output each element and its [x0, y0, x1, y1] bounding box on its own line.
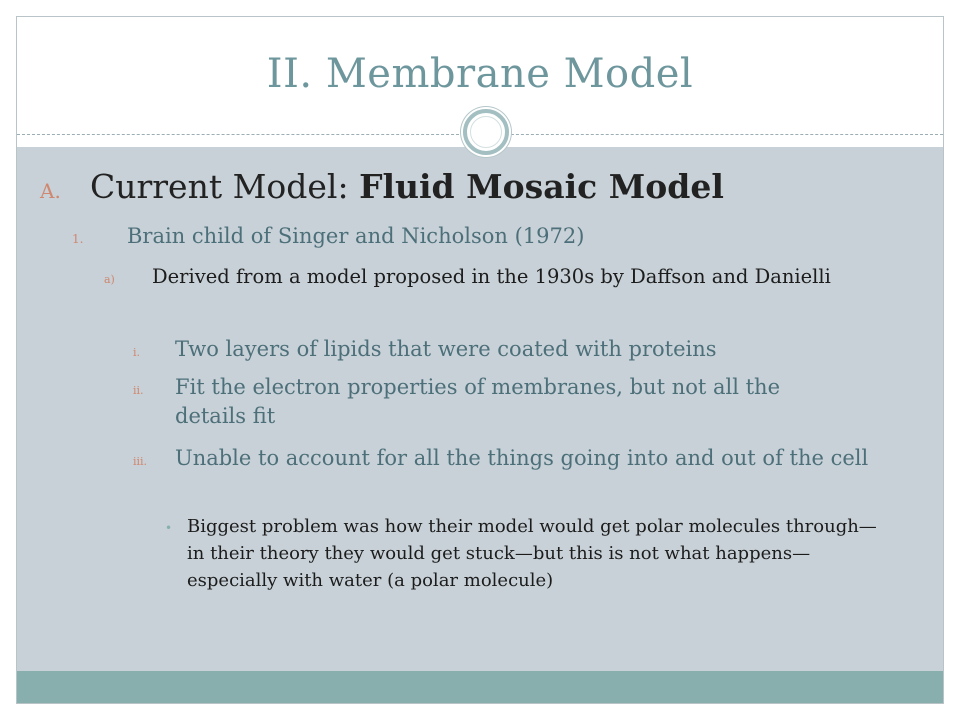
slide	[16, 16, 944, 704]
list-marker: 1.	[72, 232, 84, 246]
list-marker: ii.	[133, 384, 144, 397]
list-item-text: Biggest problem was how their model would get polar molecules through—in their theory they would get stuck—but this is not what happens—especially with water (a polar molecule)	[187, 516, 877, 591]
list-marker: i.	[133, 346, 141, 359]
list-item-text: Fit the electron properties of membranes, but not all the details fit	[175, 375, 781, 428]
list-marker: A.	[40, 179, 61, 203]
heading-emphasis: Fluid Mosaic Model	[359, 167, 724, 206]
list-item-level-4	[133, 335, 923, 364]
list-item-level-5	[165, 513, 893, 594]
heading-prefix: Current Model:	[90, 167, 360, 206]
footer-band	[17, 671, 943, 703]
list-item-level-4	[133, 373, 853, 431]
list-item-level-3	[104, 263, 894, 291]
list-item-text	[90, 167, 724, 206]
list-item-level-4	[133, 444, 913, 473]
list-marker: a)	[104, 273, 115, 286]
list-item-text: Derived from a model proposed in the 1930s by Daffson and Danielli	[152, 265, 831, 288]
list-item-level-1	[40, 167, 724, 206]
list-item-text: Unable to account for all the things going into and out of the cell	[175, 446, 869, 470]
list-item-level-2	[72, 224, 584, 248]
list-item-text: Two layers of lipids that were coated with proteins	[175, 337, 717, 361]
bullet-icon: •	[165, 521, 173, 535]
slide-title: II. Membrane Model	[266, 51, 694, 97]
list-item-text: Brain child of Singer and Nicholson (1972)	[127, 224, 585, 248]
ring-ornament-icon	[463, 109, 509, 155]
list-marker: iii.	[133, 455, 148, 468]
